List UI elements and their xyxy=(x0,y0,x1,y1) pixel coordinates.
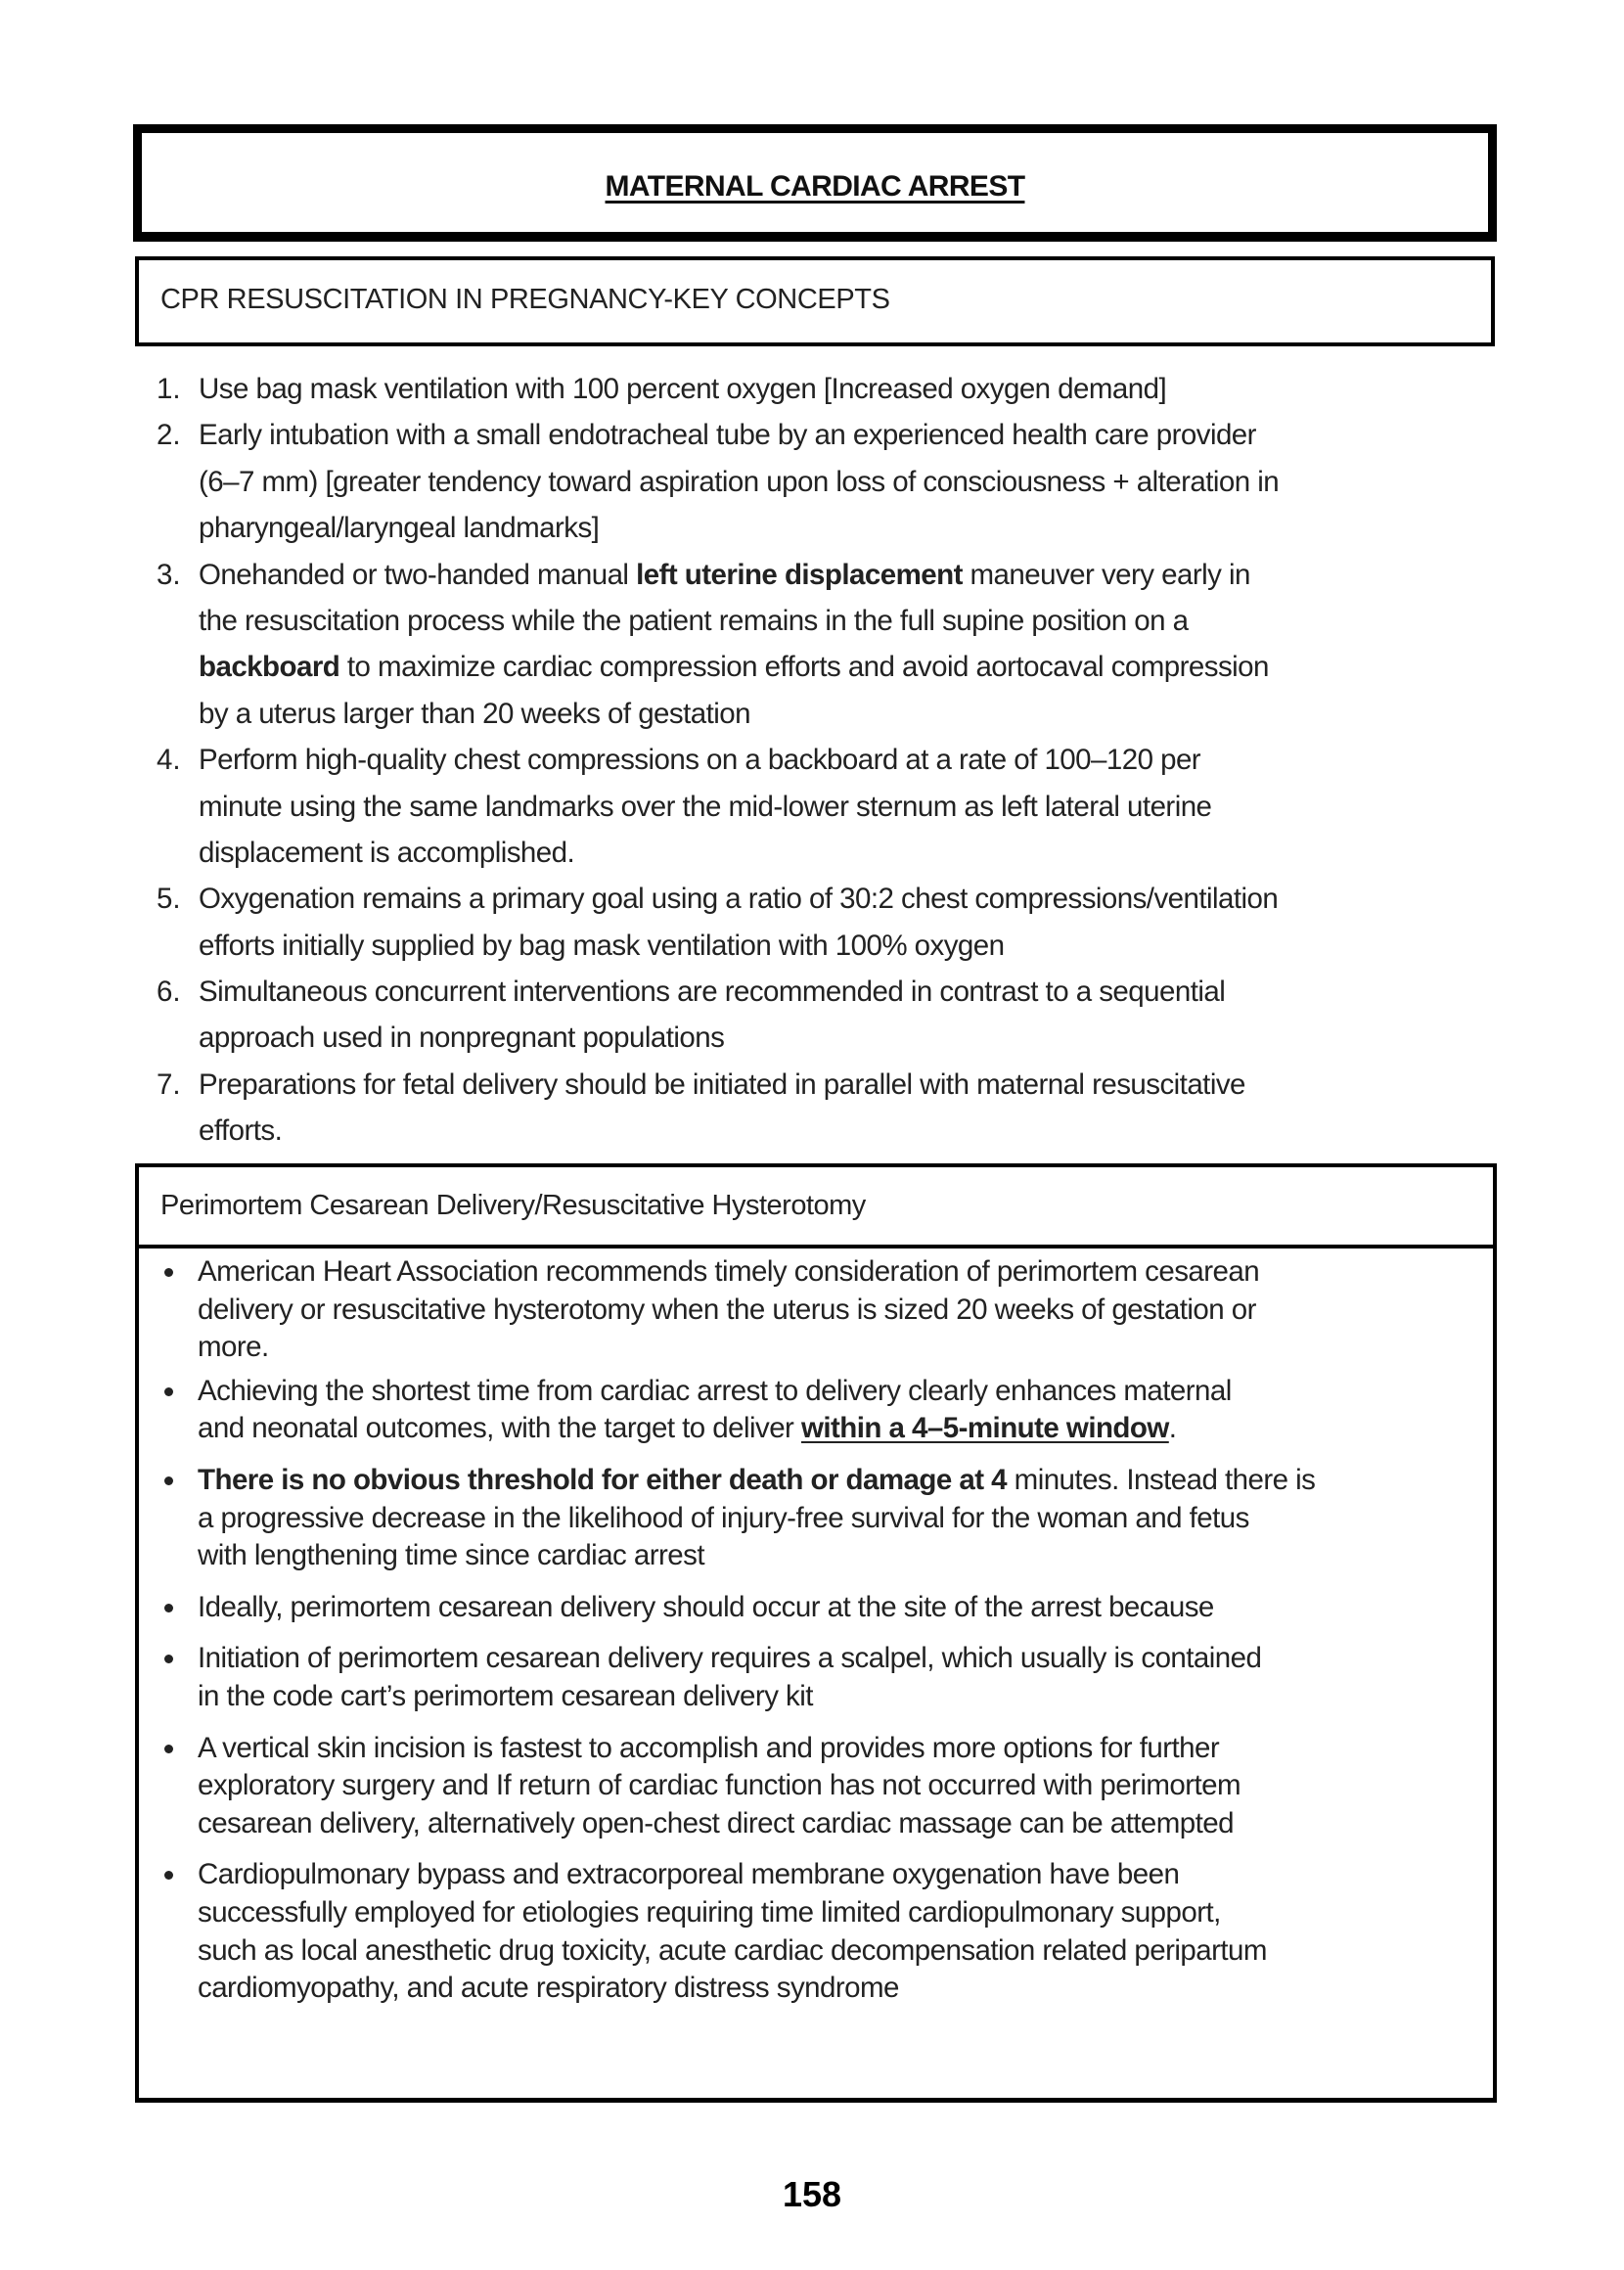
list-item-line xyxy=(157,876,1487,922)
page-title: MATERNAL CARDIAC ARREST xyxy=(605,170,1025,203)
list-item xyxy=(157,1062,1487,1155)
text-run: such as local anesthetic drug toxicity, acute cardiac decompensation related peripartum xyxy=(198,1933,1267,1967)
text-run: efforts. xyxy=(199,1114,283,1148)
bullet-icon xyxy=(164,1268,173,1277)
list-item-line xyxy=(157,830,1487,876)
list-item xyxy=(157,876,1487,969)
list-item-line xyxy=(157,691,1487,737)
bold-text: backboard xyxy=(199,651,340,684)
bullet-item xyxy=(139,1253,1493,1367)
key-concepts-list xyxy=(157,366,1487,1155)
bullet-line xyxy=(139,1894,1493,1932)
perimortem-header xyxy=(139,1167,1493,1248)
text-run: Use bag mask ventilation with 100 percent oxygen [Increased oxygen demand] xyxy=(199,373,1167,405)
text-run: the resuscitation process while the patient remains in the full supine position on a xyxy=(199,604,1189,637)
text-run: to maximize cardiac compression efforts and avoid aortocaval compression xyxy=(339,651,1269,684)
text-run: a progressive decrease in the likelihood of injury-free survival for the woman and fetus xyxy=(198,1501,1249,1534)
bullet-line xyxy=(139,1253,1493,1292)
list-item xyxy=(157,412,1487,551)
text-run: Ideally, perimortem cesarean delivery should occur at the site of the arrest because xyxy=(198,1590,1214,1623)
list-item-line xyxy=(157,459,1487,505)
bullet-item xyxy=(139,1373,1493,1448)
text-run: pharyngeal/laryngeal landmarks] xyxy=(199,512,600,545)
text-run: Perform high-quality chest compressions on a backboard at a rate of 100–120 per xyxy=(199,744,1201,777)
list-item-number: 3. xyxy=(157,558,181,591)
bullet-line xyxy=(139,1462,1493,1500)
bullet-icon xyxy=(164,1604,173,1612)
list-item-number: 1. xyxy=(157,373,181,405)
bullet-line xyxy=(139,1589,1493,1627)
bullet-line xyxy=(139,1856,1493,1894)
text-run: Onehanded or two-handed manual xyxy=(199,558,637,591)
title-box xyxy=(133,124,1497,242)
text-run: approach used in nonpregnant populations xyxy=(199,1022,725,1055)
concepts-heading: CPR RESUSCITATION IN PREGNANCY-KEY CONCEPTS xyxy=(160,284,890,315)
bullet-item xyxy=(139,1462,1493,1575)
list-item-number: 4. xyxy=(157,744,181,777)
text-run: more. xyxy=(198,1331,269,1364)
bullet-line xyxy=(139,1678,1493,1716)
list-item-line xyxy=(157,969,1487,1015)
bullet-line xyxy=(139,1640,1493,1678)
bullet-item xyxy=(139,1856,1493,2007)
list-item-number: 7. xyxy=(157,1067,181,1101)
emphasis-underlined-text: within a 4–5-minute window xyxy=(800,1412,1169,1445)
bullet-item xyxy=(139,1730,1493,1843)
text-run: maneuver very early in xyxy=(962,558,1250,591)
list-item-line xyxy=(157,784,1487,830)
bullet-line xyxy=(139,1373,1493,1411)
perimortem-heading: Perimortem Cesarean Delivery/Resuscitative Hysterotomy xyxy=(160,1190,866,1221)
page-number: 158 xyxy=(782,2174,842,2214)
list-item-line xyxy=(157,412,1487,458)
bullet-line xyxy=(139,1767,1493,1805)
text-run: Achieving the shortest time from cardiac arrest to delivery clearly enhances maternal xyxy=(198,1374,1232,1407)
text-run: . xyxy=(1168,1412,1177,1445)
text-run: in the code cart’s perimortem cesarean delivery kit xyxy=(198,1679,813,1712)
text-run: with lengthening time since cardiac arrest xyxy=(198,1539,704,1572)
bold-text: left uterine displacement xyxy=(636,558,963,591)
list-item xyxy=(157,552,1487,738)
list-item xyxy=(157,969,1487,1062)
text-run: efforts initially supplied by bag mask ventilation with 100% oxygen xyxy=(199,929,1005,962)
bullet-line xyxy=(139,1500,1493,1538)
list-item-line xyxy=(157,1062,1487,1108)
text-run: American Heart Association recommends timely consideration of perimortem cesarean xyxy=(198,1255,1260,1288)
list-item-line xyxy=(157,366,1487,412)
text-run: Preparations for fetal delivery should be initiated in parallel with maternal resuscitative xyxy=(199,1067,1245,1101)
list-item-line xyxy=(157,644,1487,690)
text-run: successfully employed for etiologies requiring time limited cardiopulmonary support, xyxy=(198,1895,1221,1929)
list-item-line xyxy=(157,737,1487,783)
bullet-item xyxy=(139,1589,1493,1627)
text-run: Oxygenation remains a primary goal using a ratio of 30:2 chest compressions/ventilation xyxy=(199,883,1279,916)
text-run: A vertical skin incision is fastest to accomplish and provides more options for further xyxy=(198,1731,1220,1764)
bullet-line xyxy=(139,1970,1493,2008)
list-item-line xyxy=(157,1015,1487,1061)
text-run: Early intubation with a small endotracheal tube by an experienced health care provider xyxy=(199,419,1256,452)
list-item-line xyxy=(157,1108,1487,1154)
list-item-line xyxy=(157,505,1487,551)
list-item-number: 5. xyxy=(157,883,181,916)
list-item xyxy=(157,737,1487,876)
text-run: cardiomyopathy, and acute respiratory distress syndrome xyxy=(198,1972,899,2005)
text-run: minute using the same landmarks over the mid-lower sternum as left lateral uterine xyxy=(199,790,1212,823)
list-item-number: 6. xyxy=(157,976,181,1009)
text-run: and neonatal outcomes, with the target to deliver xyxy=(198,1412,801,1445)
perimortem-section-box xyxy=(135,1163,1497,2103)
text-run: delivery or resuscitative hysterotomy when the uterus is sized 20 weeks of gestation or xyxy=(198,1293,1256,1326)
bullet-line xyxy=(139,1537,1493,1575)
bullet-item xyxy=(139,1640,1493,1715)
list-item-line xyxy=(157,923,1487,969)
list-item-line xyxy=(157,552,1487,598)
bullet-icon xyxy=(164,1387,173,1396)
list-item xyxy=(157,366,1487,412)
text-run: by a uterus larger than 20 weeks of gestation xyxy=(199,697,750,730)
bullet-line xyxy=(139,1329,1493,1367)
bullet-icon xyxy=(164,1745,173,1753)
text-run: Initiation of perimortem cesarean delivery requires a scalpel, which usually is contained xyxy=(198,1642,1262,1675)
bullet-line xyxy=(139,1410,1493,1448)
bold-text: There is no obvious threshold for either death or damage at 4 xyxy=(198,1463,1008,1496)
concepts-heading-box xyxy=(135,256,1495,346)
bullet-line xyxy=(139,1805,1493,1843)
perimortem-bullet-list xyxy=(139,1253,1493,2008)
text-run: displacement is accomplished. xyxy=(199,836,575,869)
text-run: exploratory surgery and If return of cardiac function has not occurred with perimortem xyxy=(198,1769,1241,1802)
list-item-number: 2. xyxy=(157,419,181,452)
list-item-line xyxy=(157,598,1487,644)
bullet-line xyxy=(139,1292,1493,1330)
text-run: minutes. Instead there is xyxy=(1007,1463,1316,1496)
bullet-line xyxy=(139,1932,1493,1971)
text-run: Cardiopulmonary bypass and extracorporeal membrane oxygenation have been xyxy=(198,1858,1180,1891)
text-run: (6–7 mm) [greater tendency toward aspiration upon loss of consciousness + alteration in xyxy=(199,465,1280,498)
bullet-icon xyxy=(164,1476,173,1485)
bullet-line xyxy=(139,1730,1493,1768)
text-run: cesarean delivery, alternatively open-chest direct cardiac massage can be attempted xyxy=(198,1806,1235,1839)
text-run: Simultaneous concurrent interventions are recommended in contrast to a sequential xyxy=(199,976,1226,1009)
